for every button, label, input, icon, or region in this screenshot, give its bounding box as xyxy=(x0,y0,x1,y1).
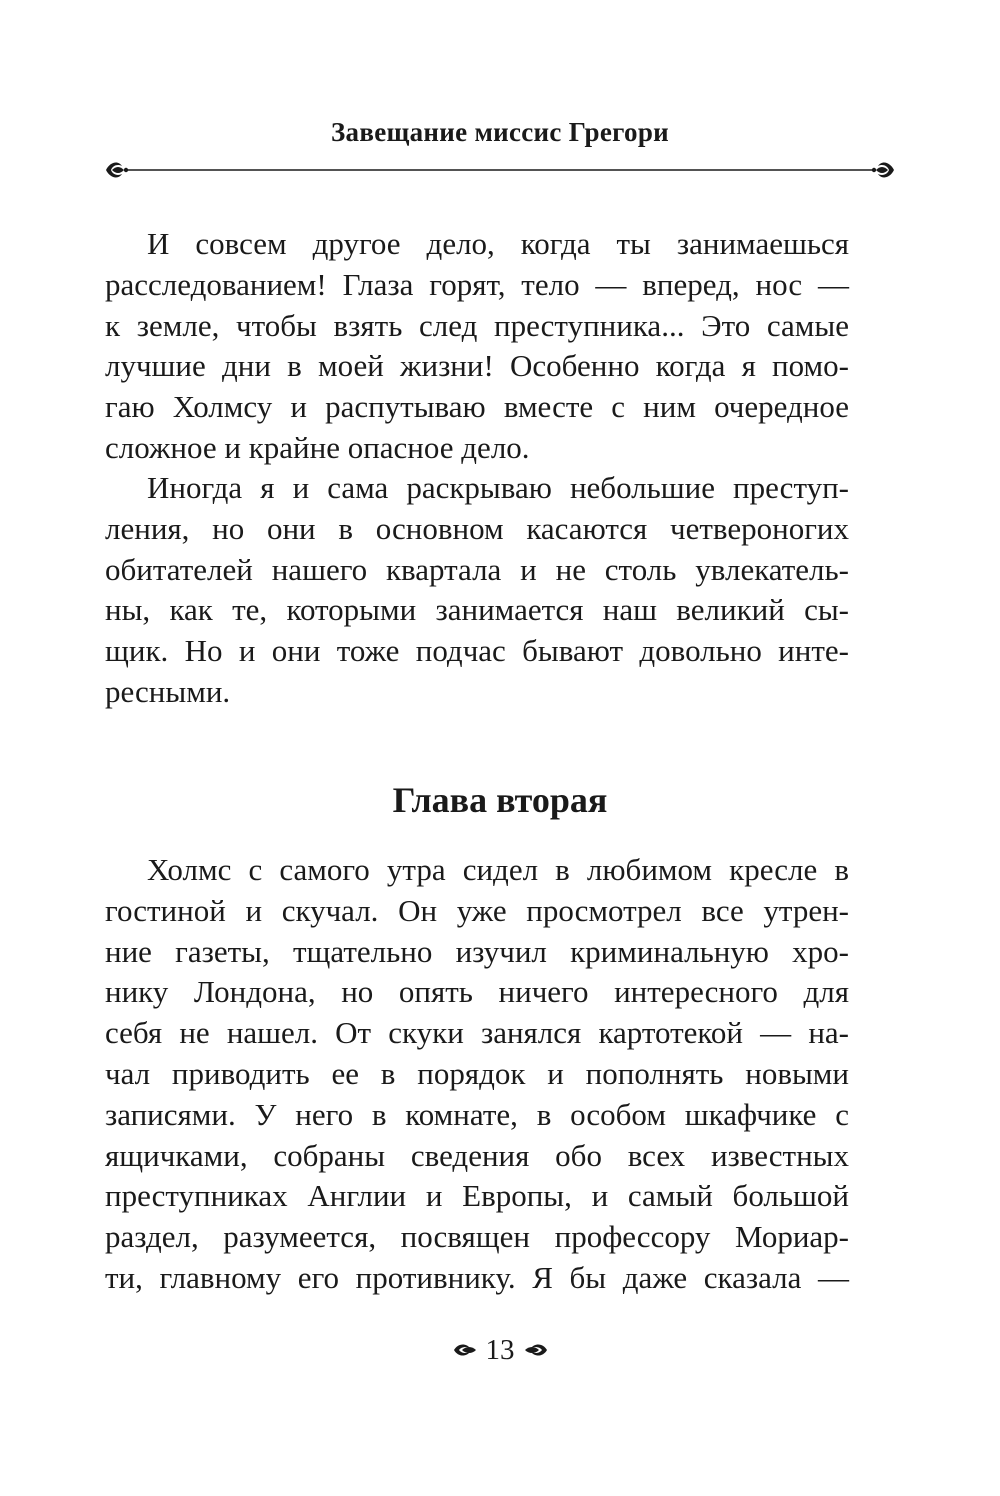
running-title: Завещание миссис Грегори xyxy=(330,117,669,147)
left-fleuron-icon xyxy=(106,163,128,178)
paragraph-line: ти, главному его противнику. Я бы даже сказала — xyxy=(105,1259,849,1295)
folio-right-fleuron-icon xyxy=(523,1339,549,1361)
paragraph-line: ние газеты, тщательно изучил криминальную хро- xyxy=(105,933,849,969)
paragraph-line: себя не нашел. От скуки занялся картотекой — на- xyxy=(105,1015,849,1051)
paragraph-line: к земле, чтобы взять след преступника... Это самые xyxy=(105,307,849,343)
paragraph-line: гаю Холмсу и распутываю вместе с ним очередное xyxy=(105,389,849,425)
paragraph-line: ящичками, собраны сведения обо всех известных xyxy=(105,1137,849,1173)
page-number: 13 xyxy=(485,1334,515,1366)
paragraph-line: ресными. xyxy=(105,673,231,709)
paragraph-line: раздел, разумеется, посвящен профессору Мориар- xyxy=(105,1219,849,1255)
paragraph-line: Иногда я и сама раскрываю небольшие преступ- xyxy=(147,470,849,505)
paragraph-line: гостиной и скучал. Он уже просмотрел все утрен- xyxy=(105,892,849,928)
right-fleuron-icon xyxy=(872,163,894,178)
folio-left-fleuron-icon xyxy=(452,1339,478,1361)
paragraph-line: обитателей нашего квартала и не столь увлекатель- xyxy=(105,551,849,587)
paragraph-line: щик. Но и они тоже подчас бывают довольно инте- xyxy=(105,633,849,669)
paragraph-line: ления, но они в основном касаются четвероногих xyxy=(105,510,849,546)
paragraph-2 xyxy=(105,468,849,713)
chapter-title: Глава вторая xyxy=(392,780,608,820)
paragraph-line: сложное и крайне опасное дело. xyxy=(105,429,530,465)
paragraph-line: Холмс с самого утра сидел в любимом кресле в xyxy=(147,852,849,887)
paragraph-line: И совсем другое дело, когда ты занимаешься xyxy=(147,226,849,261)
paragraph-1 xyxy=(105,224,849,469)
paragraph-line: чал приводить ее в порядок и пополнять новыми xyxy=(105,1055,849,1091)
paragraph-line: лучшие дни в моей жизни! Особенно когда я помо- xyxy=(105,348,849,384)
page-folio xyxy=(0,1328,1000,1372)
paragraph-line: расследованием! Глаза горят, тело — вперед, нос — xyxy=(105,266,849,302)
paragraph-line: ны, как те, которыми занимается наш великий сы- xyxy=(105,592,849,628)
paragraph-line: преступниках Англии и Европы, и самый большой xyxy=(105,1178,849,1214)
paragraph-3 xyxy=(105,850,849,1299)
paragraph-line: нику Лондона, но опять ничего интересного для xyxy=(105,974,849,1010)
paragraph-line: записями. У него в комнате, в особом шкафчике с xyxy=(105,1096,849,1132)
header-ornamental-rule xyxy=(100,148,900,192)
